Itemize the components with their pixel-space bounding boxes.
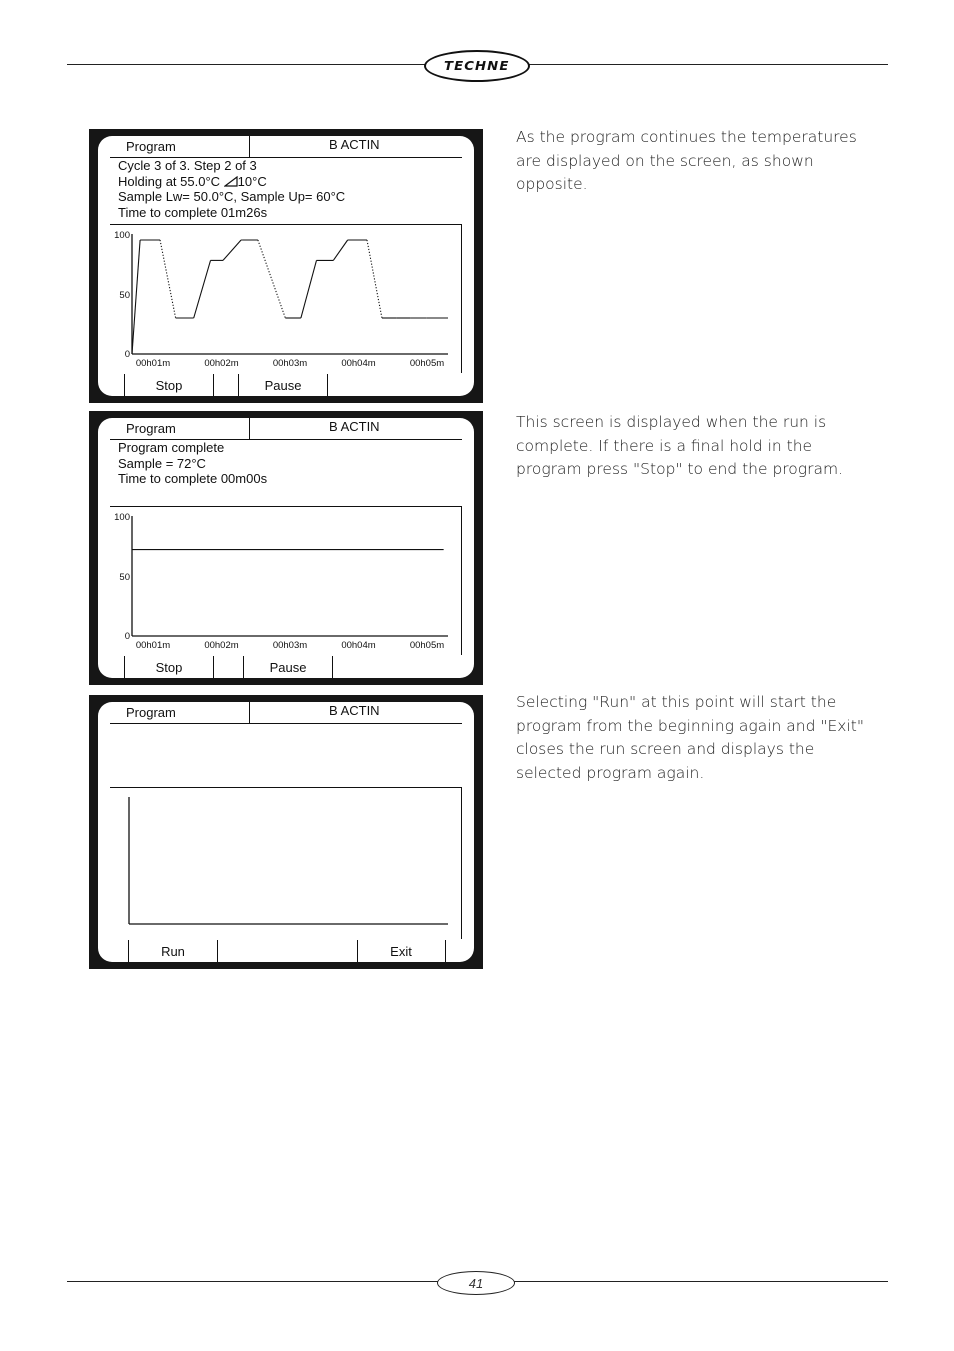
temperature-trace-segment [367,240,382,318]
button-bar [98,940,474,962]
exit-button[interactable]: Exit [390,943,412,959]
temperature-graph [110,788,462,939]
temperature-chart [110,507,462,655]
x-tick-label: 00h04m [341,640,376,651]
stop-button[interactable]: Stop [155,377,183,393]
x-tick-label: 00h02m [204,358,239,369]
run-status-panel [110,439,462,507]
x-tick-label: 00h01m [135,358,171,369]
run-screen-in-progress [89,129,483,403]
program-name: B ACTIN [329,419,380,434]
x-tick-label: 00h02m [204,640,239,651]
screen-display [98,136,474,396]
paragraph-run-exit: Selecting "Run" at this point will start the program from the beginning again and "Exit" closes the run screen and displays the selected program again. [516,693,864,782]
time-to-complete: Time to complete 00m00s [118,471,268,487]
x-tick-label: 00h05m [409,640,445,651]
run-screen-idle [89,695,483,969]
y-tick-label: 0 [124,349,130,360]
y-tick-label: 50 [119,572,130,583]
techne-logo [424,50,530,82]
run-status-panel [110,723,462,788]
hold-status: Holding at 55.0°C 10°C [118,173,267,189]
temperature-trace-segment [333,240,347,260]
stop-button[interactable]: Stop [155,659,183,675]
sample-temperature: Sample = 72°C [118,455,206,471]
pause-button[interactable]: Pause [264,377,302,393]
program-name: B ACTIN [329,137,380,152]
program-complete-text: Program complete [118,440,225,455]
program-name: B ACTIN [329,703,380,718]
y-tick-label: 100 [114,512,130,523]
pause-button[interactable]: Pause [269,659,307,675]
temperature-trace-segment [223,240,241,260]
x-tick-label: 00h03m [272,640,308,651]
y-tick-label: 100 [114,230,130,241]
program-header [110,702,462,724]
page-number: 41 [437,1271,515,1295]
program-header [110,418,462,440]
button-bar [98,374,474,396]
y-tick-label: 50 [119,290,130,301]
y-tick-label: 0 [124,631,130,642]
temperature-trace-segment [194,260,211,318]
ramp-triangle-icon [224,176,238,187]
temperature-chart [110,788,462,939]
x-tick-label: 00h05m [409,358,445,369]
x-tick-label: 00h03m [272,358,308,369]
button-bar [98,656,474,678]
sample-temperatures: Sample Lw= 50.0°C, Sample Up= 60°C [118,189,346,205]
logo-text: TECHNE [444,59,510,73]
temperature-trace-segment [132,240,140,354]
temperature-trace-segment [160,240,176,318]
program-label: Program [126,421,176,436]
screen-display [98,702,474,962]
time-to-complete: Time to complete 01m26s [118,204,268,220]
temperature-chart [110,225,462,373]
x-tick-label: 00h01m [135,640,171,651]
temperature-trace-segment [258,240,285,318]
temperature-trace-segment [301,260,317,318]
program-label: Program [126,139,176,154]
paragraph-run-complete: This screen is displayed when the run is complete. If there is a final hold in the program press "Stop" to end the program. [516,413,843,478]
temperature-graph [110,225,462,373]
x-tick-label: 00h04m [341,358,376,369]
program-label: Program [126,705,176,720]
temperature-graph [110,507,462,655]
run-button[interactable]: Run [161,943,185,959]
cycle-status: Cycle 3 of 3. Step 2 of 3 [118,158,257,173]
paragraph-temperatures: As the program continues the temperatures are displayed on the screen, as shown opposite. [516,128,857,193]
run-screen-complete [89,411,483,685]
run-status-panel [110,157,462,225]
program-header [110,136,462,158]
screen-display [98,418,474,678]
